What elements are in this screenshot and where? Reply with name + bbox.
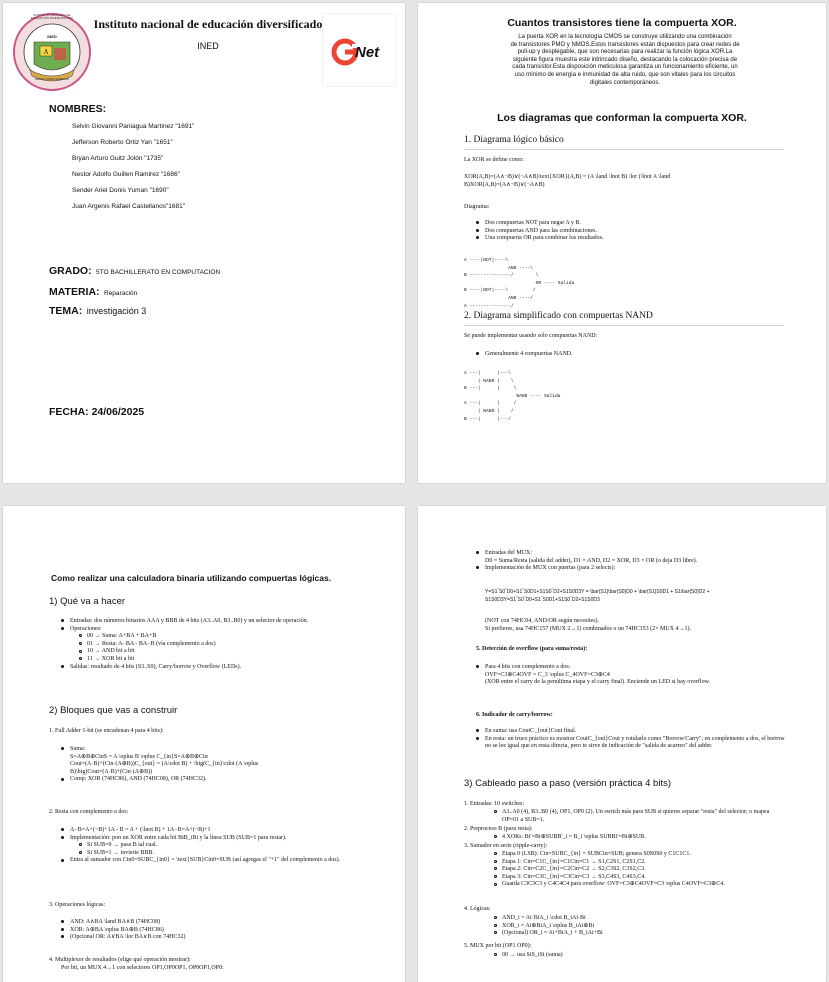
list-item: Operaciones: (61, 626, 361, 634)
list-item: Comp: XOR (74HC86), AND (74HC08), OR (74HC32). (61, 776, 361, 784)
page-cover (3, 3, 405, 483)
mux-list (476, 550, 786, 573)
list-item: Entradas: dos números binarios AAA y BBB de 4 bits (A3..A0, B3..B0) y un selector de operación. (61, 618, 361, 626)
s2-bullet: Generalmente 4 compuertas NAND. (476, 351, 573, 359)
list-item: Dos compuertas NOT para negar A y B. (476, 220, 796, 228)
school-logo-caption: INED (47, 34, 57, 39)
grado-label: GRADO: (49, 265, 92, 277)
list-item: (Opcional OR: A∨BA \lor BA∨B con 74HC32) (61, 934, 361, 942)
mux-formula: Y=S1‾S0‾D0+S1‾S0D1+S1S0‾D2+S1S0D3Y = \bar{S1}\bar{S0}D0 + \bar{S1}S0D1 + S1\bar{S0}D2 + S1S0D3Y=S1‾S0‾D0+S1‾S0D1+S1S0‾D2+S1S0D3 (485, 589, 710, 603)
s6-title: 6. Indicador de carry/borrow: (476, 712, 553, 718)
list-item: D0 = Suma/Resta (salida del adder), D1 = AND, D2 = XOR, D3 = OR (o deja D3 libre). (485, 557, 698, 564)
list-item: OVF=C3⊕C4OVF = C_3 \oplus C_4OVF=C3⊕C4 (485, 671, 610, 678)
sublist-item: Si SUB=0 → pasa B tal cual. (61, 842, 361, 850)
c4-title: 4. Lógicas: (464, 906, 491, 912)
intro-paragraph (470, 34, 780, 87)
list-item: (XOR entre el carry de la penúltima etapa y el carry final). Enciende un LED si hay overflow. (485, 679, 711, 686)
list-item: Cout=(A·B)+(Cin·(A⊕B))C_{out} = (A\cdot B) + \big(C_{in}\cdot (A \oplus (70, 761, 259, 768)
list-item: Dos compuertas AND para las combinaciones. (476, 228, 796, 236)
b4-text: Por bit, un MUX 4→1 con selectores OP1,OP0OP1, OP0OP1,OP0: (61, 965, 224, 971)
list-item: En suma: usa CoutC_{out}Cout final. (476, 728, 786, 736)
s1-bullets (476, 220, 796, 243)
sublist-item: Etapa 2: Cin=C2C_{in}=C2Cin=C2 → S2,C3S2, C3S2,C3. (494, 866, 784, 874)
intro-line: La puerta XOR en la tecnología CMOS se construye utilizando una combinación (518, 34, 732, 40)
school-logo (12, 12, 92, 92)
names-label: NOMBRES: (49, 103, 107, 115)
svg-text:A: A (43, 48, 49, 56)
gnet-logo (323, 14, 395, 86)
sublist-item: 10 → AND bit a bit (79, 648, 361, 656)
school-abbr: INED (197, 41, 219, 51)
materia-label: MATERIA: (49, 286, 100, 298)
name-item: Selvin Giovanni Paniagua Martínez "1691" (72, 123, 195, 130)
school-logo-ring-text: INSTITUTO NACIONAL DE EDUCACIÓN DIVERSIFICADO (30, 13, 74, 21)
fecha: FECHA: 24/06/2025 (49, 406, 145, 418)
list-item: AND: A∧BA \land BA∧B (74HC08) (61, 919, 361, 927)
page-binary-calculator (3, 506, 405, 982)
sublist-item: XOR_i = Ai⊕BiA_i \oplus B_iAi⊕Bi (494, 923, 784, 931)
c2-list (494, 834, 784, 842)
tema-value: investigación 3 (86, 306, 147, 316)
s1-diag-label: Diagrama: (464, 204, 490, 210)
s2-title: 2. Diagrama simplificado con compuertas NAND (464, 311, 653, 321)
s2-text: Se puede implementar usando solo compuertas NAND: (464, 333, 598, 339)
name-item: Nestor Adolfo Guillen Ramirez "1686" (72, 171, 180, 178)
h1-heading: 1) Qué va a hacer (49, 596, 126, 607)
list-item: En resta: un truco práctico es mostrar CoutC_{out}Cout y rotularlo como "Borrow/Carry"; en complemento a dos, el borrow no se lee igual que en resta directa, pero te sirve de indicación de "salida de acarreo" del adder. (476, 736, 786, 751)
sublist-item: A3..A0 (4), B3..B0 (4), OP1, OP0 (2). Un switch más para SUB si quieres separar "resta" del selector; o mapea OP=01 a SUB=1. (494, 809, 784, 824)
sublist-item: 4 XORs: Bi′=Bi⊕SUBB'_i = B_i \oplus SUBBi′=Bi⊕SUB. (494, 834, 784, 842)
names-list (72, 123, 372, 219)
intro-line: pull-up y desplegable, que son necesarias para realizar la función lógica XOR.La (517, 49, 733, 56)
b3-list (61, 919, 361, 942)
b2-title: 2. Resta con complemento a dos: (49, 809, 129, 815)
ops-sublist (61, 633, 361, 663)
materia-row (49, 282, 137, 300)
list-item: S=A⊕B⊕CinS = A \oplus B \oplus C_{in}S=A⊕B⊕Cin (70, 753, 208, 760)
b2-list (61, 827, 361, 865)
list-item: Implementación de MUX con puertas (para 2 selects): (476, 565, 786, 573)
name-item: Bryan Arturo Guitz Jolón "1735" (72, 155, 164, 162)
tema-row (49, 301, 146, 319)
list-item: A−B=A+(¬B)+1A - B = A + (\lnot B) + 1A−B=A+(¬B)+1 (61, 827, 361, 835)
sublist-item: 01 → Resta: A−BA - BA−B (vía complemento a dos) (79, 641, 361, 649)
list-item: Salidas: resultado de 4 bits (S3..S0), Carry/borrow y Overflow (LEDs). (61, 664, 361, 672)
s2-ascii-diagram: A ---| |---\ | NAND | \ B ---| | \ NAND ---- Salida A ---| | / | NAND | / B ---| |---/ (464, 371, 561, 422)
c3-title: 3. Sumador en serie (ripple-carry): (464, 843, 548, 849)
page-xor-transistors (418, 3, 826, 483)
b1-title: 1. Full Adder 1-bit (se encadenan 4 para 4 bits): (49, 728, 164, 734)
sublist-item: Guarda C3C3C3 y C4C4C4 para overflow: OVF=C3⊕C4OVF=C3 \oplus C4OVF=C3⊕C4. (494, 881, 784, 889)
subtitle: Los diagramas que conforman la compuerta XOR. (497, 112, 747, 124)
b3-title: 3. Operaciones lógicas: (49, 902, 106, 908)
list-item: Una compuerta OR para combinar los resultados. (476, 235, 796, 243)
s6-list (476, 728, 786, 751)
c4-list (494, 915, 784, 938)
c5-list (494, 952, 784, 960)
list-item: Entra al sumador con Cin0=SUBC_{in0} = \text{SUB}Cin0=SUB (así agregas el "+1" del complemento a dos). (61, 857, 361, 865)
sublist-item: AND_i = Ai·BiA_i \cdot B_iAi·Bi (494, 915, 784, 923)
school-title: Instituto nacional de educación diversificado (93, 17, 323, 31)
name-item: Jefferson Roberto Ortiz Yan "1651" (72, 139, 173, 146)
h3-heading: 3) Cableado paso a paso (versión práctica 4 bits) (464, 778, 672, 789)
grado-value: 5TO BACHILLERATO EN COMPUTACION (96, 269, 221, 276)
name-item: Juan Argenis Rafael Castellanos"1681" (72, 203, 186, 210)
sublist-item: Etapa 3: Cin=C3C_{in}=C3Cin=C3 → S3,C4S3, C4S3,C4. (494, 874, 784, 882)
sublist-item: (Opcional) OR_i = Ai+BiA_i + B_iAi+Bi (494, 930, 784, 938)
tema-label: TEMA: (49, 305, 83, 317)
sublist-item: 11 → XOR bit a bit (79, 656, 361, 664)
s1-formula (464, 174, 794, 189)
gnet-logo-text: Net (355, 44, 380, 61)
note-line: (NOT con 74HC04, AND/OR según necesites). (485, 618, 600, 624)
c2-title: 2. Preproceso B (para resta): (464, 826, 533, 832)
formula-line: XOR(A,B)=(A∧¬B)∨(¬A∧B)\text{XOR}(A,B) = (A \land \lnot B) \lor (\lnot A \land (464, 174, 671, 180)
b1-list (61, 746, 361, 784)
list-item: Suma: (61, 746, 361, 754)
sublist-item: Etapa 1: Cin=C1C_{in}=C1Cin=C1 → S1,C2S1, C2S1,C2. (494, 859, 784, 867)
intro-line: siguiente figura muestra este intrincado diseño, destacando la colocación precisa de (512, 56, 738, 63)
grado-row (49, 261, 220, 279)
sublist-item: Si SUB=1 → invierte BBB. (61, 850, 361, 858)
materia-value: Reparación (104, 290, 138, 297)
school-logo-ribbon: SANTA CRUZ NARANJO (35, 77, 69, 81)
c1-list (494, 809, 784, 824)
mux-notes (485, 618, 785, 633)
b4-title: 4. Multiplexor de resultados (elige qué operación mostrar): (49, 957, 191, 963)
name-item: Sender Ariel Donis Yuman "1690" (72, 187, 169, 194)
s1-ascii-diagram: A ----|NOT|----\ AND ----\ B ---------------/ \ OR ---- Salida B ----|NOT|----\ / AND ----/ A ---------------/ (464, 258, 575, 309)
calc-title: Como realizar una calculadora binaria utilizando compuertas lógicas. (51, 573, 332, 583)
list-item: XOR: A⊕BA \oplus BA⊕B (74HC86) (61, 927, 361, 935)
list-item: B)\big)Cout=(A·B)+(Cin·(A⊕B)) (70, 768, 153, 775)
s5-list (476, 664, 786, 687)
list-item: Implementación: pon un XOR entre cada bit BiB_iBi y la línea SUB (SUB=1 para restar). (61, 835, 361, 843)
section-title: Cuantos transistores tiene la compuerta XOR. (507, 17, 737, 29)
sublist-item: Etapa 0 (LSB): Cin=SUBC_{in} = SUBCin=SUB; genera S0S0S0 y C1C1C1. (494, 851, 784, 859)
intro-line: digitales contemporáneos. (589, 79, 661, 86)
intro-line: de transistores PMO y NMOS.Estos transistores están dispuestos para crear redes de (510, 41, 740, 48)
s1-def: La XOR se define como: (464, 157, 524, 163)
formula-line: B)XOR(A,B)=(A∧¬B)∨(¬A∧B) (464, 181, 545, 188)
s5-title: 5. Detección de overflow (para suma/resta): (476, 646, 588, 652)
list-item: Entradas del MUX: (476, 550, 786, 558)
list-item: Para 4 bits con complemento a dos: (476, 664, 786, 672)
c3-list (494, 851, 784, 889)
intro-line: uso mínimo de energía e inmunidad de alta ruido, que son vitales para los circuitos (514, 71, 736, 78)
h1-list (61, 618, 361, 671)
sublist-item: 00 → Suma: A+BA + BA+B (79, 633, 361, 641)
note-line: Si prefieres, usa 74HC157 (MUX 2→1) combinados o un 74HC153 (2× MUX 4→1). (485, 625, 692, 632)
sublist-item: 00 → usa SiS_iSi (suma) (494, 952, 784, 960)
c5-title: 5. MUX por bit (OP1 OP0): (464, 943, 532, 949)
page-wiring (418, 506, 826, 982)
intro-line: cada transistor.Esta disposición meticulosa garantiza un funcionamiento eficiente, un (512, 64, 738, 71)
h2-heading: 2) Bloques que vas a construir (49, 705, 178, 716)
s1-title: 1. Diagrama lógico básico (464, 135, 564, 145)
c1-title: 1. Entradas: 10 switches: (464, 801, 524, 807)
